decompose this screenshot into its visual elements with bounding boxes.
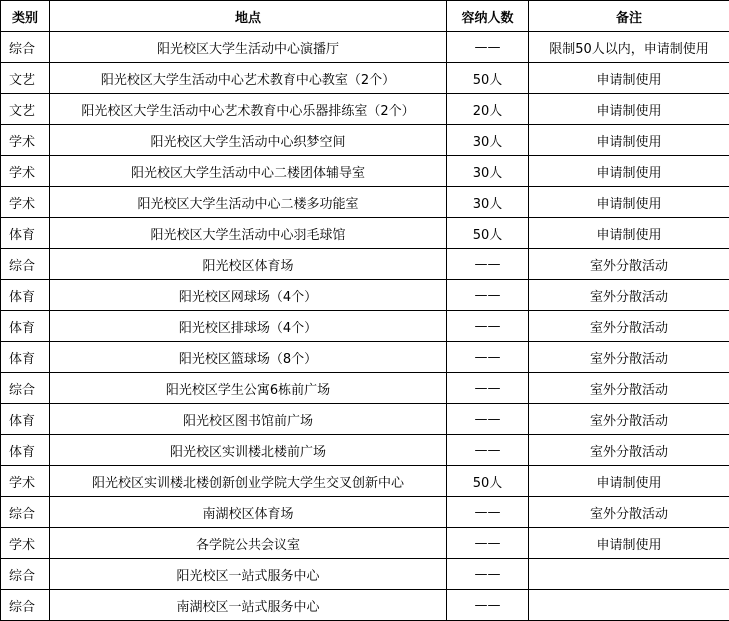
table-row [1, 497, 729, 528]
cell-category: 综合 [1, 249, 50, 280]
cell-note: 申请制使用 [529, 63, 729, 94]
cell-note: 室外分散活动 [529, 404, 729, 435]
table-row [1, 218, 729, 249]
table-row [1, 559, 729, 590]
table-row [1, 466, 729, 497]
cell-category: 文艺 [1, 94, 50, 125]
cell-capacity: 20人 [447, 94, 529, 125]
table-row [1, 280, 729, 311]
table-row [1, 187, 729, 218]
cell-capacity: 30人 [447, 125, 529, 156]
cell-capacity: —— [447, 311, 529, 342]
cell-capacity: —— [447, 373, 529, 404]
cell-location: 阳光校区大学生活动中心羽毛球馆 [50, 218, 447, 249]
table-row [1, 249, 729, 280]
cell-capacity: 50人 [447, 218, 529, 249]
cell-capacity: —— [447, 404, 529, 435]
cell-category: 综合 [1, 373, 50, 404]
cell-category: 体育 [1, 311, 50, 342]
cell-capacity: —— [447, 249, 529, 280]
cell-capacity: —— [447, 528, 529, 559]
cell-location: 阳光校区大学生活动中心艺术教育中心教室（2个） [50, 63, 447, 94]
table-header [1, 1, 729, 32]
cell-location: 阳光校区图书馆前广场 [50, 404, 447, 435]
cell-note: 室外分散活动 [529, 497, 729, 528]
header-location: 地点 [50, 1, 447, 32]
cell-capacity: 30人 [447, 156, 529, 187]
cell-capacity: 50人 [447, 466, 529, 497]
table-row [1, 435, 729, 466]
cell-location: 阳光校区网球场（4个） [50, 280, 447, 311]
table-body [1, 32, 729, 621]
table-row [1, 32, 729, 63]
cell-category: 综合 [1, 559, 50, 590]
cell-note: 室外分散活动 [529, 311, 729, 342]
cell-location: 各学院公共会议室 [50, 528, 447, 559]
cell-location: 阳光校区实训楼北楼前广场 [50, 435, 447, 466]
cell-location: 阳光校区大学生活动中心演播厅 [50, 32, 447, 63]
cell-category: 体育 [1, 280, 50, 311]
cell-note [529, 559, 729, 590]
cell-category: 学术 [1, 466, 50, 497]
cell-location: 南湖校区一站式服务中心 [50, 590, 447, 621]
table-row [1, 342, 729, 373]
cell-note: 室外分散活动 [529, 342, 729, 373]
cell-category: 体育 [1, 218, 50, 249]
cell-category: 体育 [1, 342, 50, 373]
table-row [1, 373, 729, 404]
cell-category: 体育 [1, 404, 50, 435]
table-row [1, 63, 729, 94]
header-note: 备注 [529, 1, 729, 32]
cell-capacity: —— [447, 280, 529, 311]
cell-location: 南湖校区体育场 [50, 497, 447, 528]
cell-note: 申请制使用 [529, 528, 729, 559]
table-row [1, 156, 729, 187]
cell-capacity: 30人 [447, 187, 529, 218]
cell-category: 文艺 [1, 63, 50, 94]
cell-category: 体育 [1, 435, 50, 466]
table-row [1, 125, 729, 156]
table-row [1, 94, 729, 125]
cell-note: 室外分散活动 [529, 280, 729, 311]
cell-location: 阳光校区一站式服务中心 [50, 559, 447, 590]
cell-location: 阳光校区实训楼北楼创新创业学院大学生交叉创新中心 [50, 466, 447, 497]
cell-note: 申请制使用 [529, 187, 729, 218]
cell-note: 申请制使用 [529, 218, 729, 249]
cell-location: 阳光校区大学生活动中心艺术教育中心乐器排练室（2个） [50, 94, 447, 125]
cell-location: 阳光校区排球场（4个） [50, 311, 447, 342]
table-row [1, 404, 729, 435]
cell-capacity: —— [447, 590, 529, 621]
cell-location: 阳光校区篮球场（8个） [50, 342, 447, 373]
cell-location: 阳光校区大学生活动中心二楼团体辅导室 [50, 156, 447, 187]
cell-note: 申请制使用 [529, 94, 729, 125]
cell-category: 学术 [1, 125, 50, 156]
cell-note: 室外分散活动 [529, 435, 729, 466]
cell-location: 阳光校区大学生活动中心织梦空间 [50, 125, 447, 156]
cell-note: 室外分散活动 [529, 249, 729, 280]
cell-category: 综合 [1, 590, 50, 621]
table-row [1, 311, 729, 342]
header-row [1, 1, 729, 32]
cell-capacity: 50人 [447, 63, 529, 94]
cell-location: 阳光校区大学生活动中心二楼多功能室 [50, 187, 447, 218]
table-row [1, 528, 729, 559]
cell-note: 限制50人以内，申请制使用 [529, 32, 729, 63]
cell-location: 阳光校区体育场 [50, 249, 447, 280]
table-row [1, 590, 729, 621]
cell-capacity: —— [447, 435, 529, 466]
cell-note: 申请制使用 [529, 125, 729, 156]
cell-category: 学术 [1, 187, 50, 218]
cell-category: 学术 [1, 156, 50, 187]
header-category: 类别 [1, 1, 50, 32]
cell-category: 学术 [1, 528, 50, 559]
header-capacity: 容纳人数 [447, 1, 529, 32]
cell-capacity: —— [447, 497, 529, 528]
cell-note: 申请制使用 [529, 466, 729, 497]
cell-note: 室外分散活动 [529, 373, 729, 404]
cell-note: 申请制使用 [529, 156, 729, 187]
cell-capacity: —— [447, 342, 529, 373]
cell-category: 综合 [1, 497, 50, 528]
cell-category: 综合 [1, 32, 50, 63]
cell-note [529, 590, 729, 621]
cell-capacity: —— [447, 32, 529, 63]
cell-capacity: —— [447, 559, 529, 590]
cell-location: 阳光校区学生公寓6栋前广场 [50, 373, 447, 404]
